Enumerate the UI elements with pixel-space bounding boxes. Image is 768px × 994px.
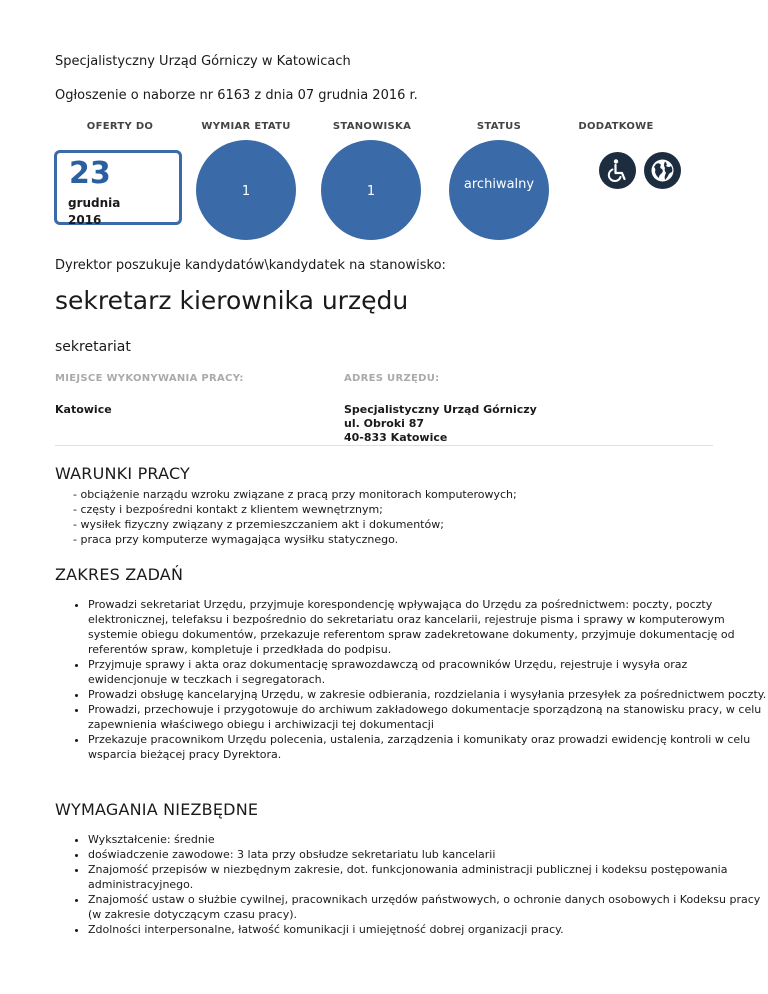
status-circle (449, 140, 549, 240)
requirement-item: • Wykształcenie: średnie (88, 832, 768, 847)
column-header-positions: STANOWISKA (332, 121, 412, 132)
condition-item: - praca przy komputerze wymagająca wysiłku statycznego. (73, 533, 399, 546)
task-item: • Przyjmuje sprawy i akta oraz dokumentację sprawozdawczą od pracowników Urzędu, rejestruje i wysyła oraz ewidencjonuje w teczkach i segregatorach. (88, 657, 768, 687)
requirement-item: • Zdolności interpersonalne, łatwość komunikacji i umiejętność dobrej organizacji pracy. (88, 922, 768, 937)
column-header-full-time: WYMIAR ETATU (201, 121, 291, 132)
tasks-list (55, 597, 768, 762)
task-item: • Przekazuje pracownikom Urzędu polecenia, ustalenia, zarządzenia i komunikaty oraz prowadzi ewidencję kontroli w celu wsparcia bieżącej pracy Dyrektora. (88, 732, 768, 762)
full-time-circle (196, 140, 296, 240)
divider (55, 445, 713, 446)
globe-icon (644, 152, 681, 189)
lead-text: Dyrektor poszukuje kandydatów\kandydatek na stanowisko: (55, 258, 446, 273)
deadline-date-box (54, 150, 182, 225)
address-label: ADRES URZĘDU: (344, 373, 440, 384)
condition-item: - wysiłek fizyczny związany z przemieszczaniem akt i dokumentów; (73, 518, 444, 531)
positions-value: 1 (366, 184, 376, 199)
deadline-month: grudnia (68, 196, 121, 210)
requirements-list (55, 832, 768, 937)
column-header-extra: DODATKOWE (578, 121, 654, 132)
task-item: • Prowadzi sekretariat Urzędu, przyjmuje korespondencję wpływająca do Urzędu za pośrednictwem: poczty, poczty elektronicznej, telefaksu i bezpośrednio do sekretariatu oraz kancelarii, rejestruje pisma i sprawy w komputerowym systemie obiegu dokumentów, przekazuje referentom spraw zadekretowane dokumenty, przyjmuje dokumentację od referentów spraw, kompletuje i przedkłada do podpisu. (88, 597, 768, 657)
address-line: ul. Obroki 87 (344, 417, 425, 430)
conditions-list (73, 487, 517, 547)
task-item: • Prowadzi, przechowuje i przygotowuje do archiwum zakładowego dokumentacje sporządzoną na stanowisku pracy, w celu zapewnienia właściwego obiegu i archiwizacji tej dokumentacji (88, 702, 768, 732)
requirements-heading: WYMAGANIA NIEZBĘDNE (55, 800, 259, 819)
requirement-item: • doświadczenie zawodowe: 3 lata przy obsłudze sekretariatu lub kancelarii (88, 847, 768, 862)
positions-circle (321, 140, 421, 240)
column-header-status: STATUS (476, 121, 522, 132)
requirement-item: • Znajomość ustaw o służbie cywilnej, pracownikach urzędów państwowych, o ochronie danych osobowych i Kodeksu pracy (w zakresie dotyczącym czasu pracy). (88, 892, 768, 922)
status-value: archiwalny (463, 177, 535, 192)
deadline-year: 2016 (68, 213, 102, 227)
requirement-item: • Znajomość przepisów w niezbędnym zakresie, dot. funkcjonowania administracji publicznej i kodeksu postępowania administracyjnego. (88, 862, 768, 892)
job-title: sekretarz kierownika urzędu (55, 286, 409, 315)
conditions-heading: WARUNKI PRACY (55, 464, 191, 483)
address-line: Specjalistyczny Urząd Górniczy (344, 403, 537, 416)
address-line: 40-833 Katowice (344, 431, 448, 444)
place-value: Katowice (55, 403, 112, 416)
wheelchair-icon (599, 152, 636, 189)
office-name: Specjalistyczny Urząd Górniczy w Katowicach (55, 54, 351, 69)
deadline-day: 23 (69, 156, 111, 191)
tasks-heading: ZAKRES ZADAŃ (55, 565, 184, 584)
condition-item: - obciążenie narządu wzroku związane z pracą przy monitorach komputerowych; (73, 488, 517, 501)
department: sekretariat (55, 339, 131, 355)
condition-item: - częsty i bezpośredni kontakt z klientem wewnętrznym; (73, 503, 383, 516)
task-item: • Prowadzi obsługę kancelaryjną Urzędu, w zakresie odbierania, rozdzielania i wysyłania przesyłek za pośrednictwem poczty. (88, 687, 768, 702)
place-label: MIEJSCE WYKONYWANIA PRACY: (55, 373, 244, 384)
column-header-offers-until: OFERTY DO (86, 121, 154, 132)
full-time-value: 1 (241, 184, 251, 199)
announcement-title: Ogłoszenie o naborze nr 6163 z dnia 07 grudnia 2016 r. (55, 88, 418, 103)
